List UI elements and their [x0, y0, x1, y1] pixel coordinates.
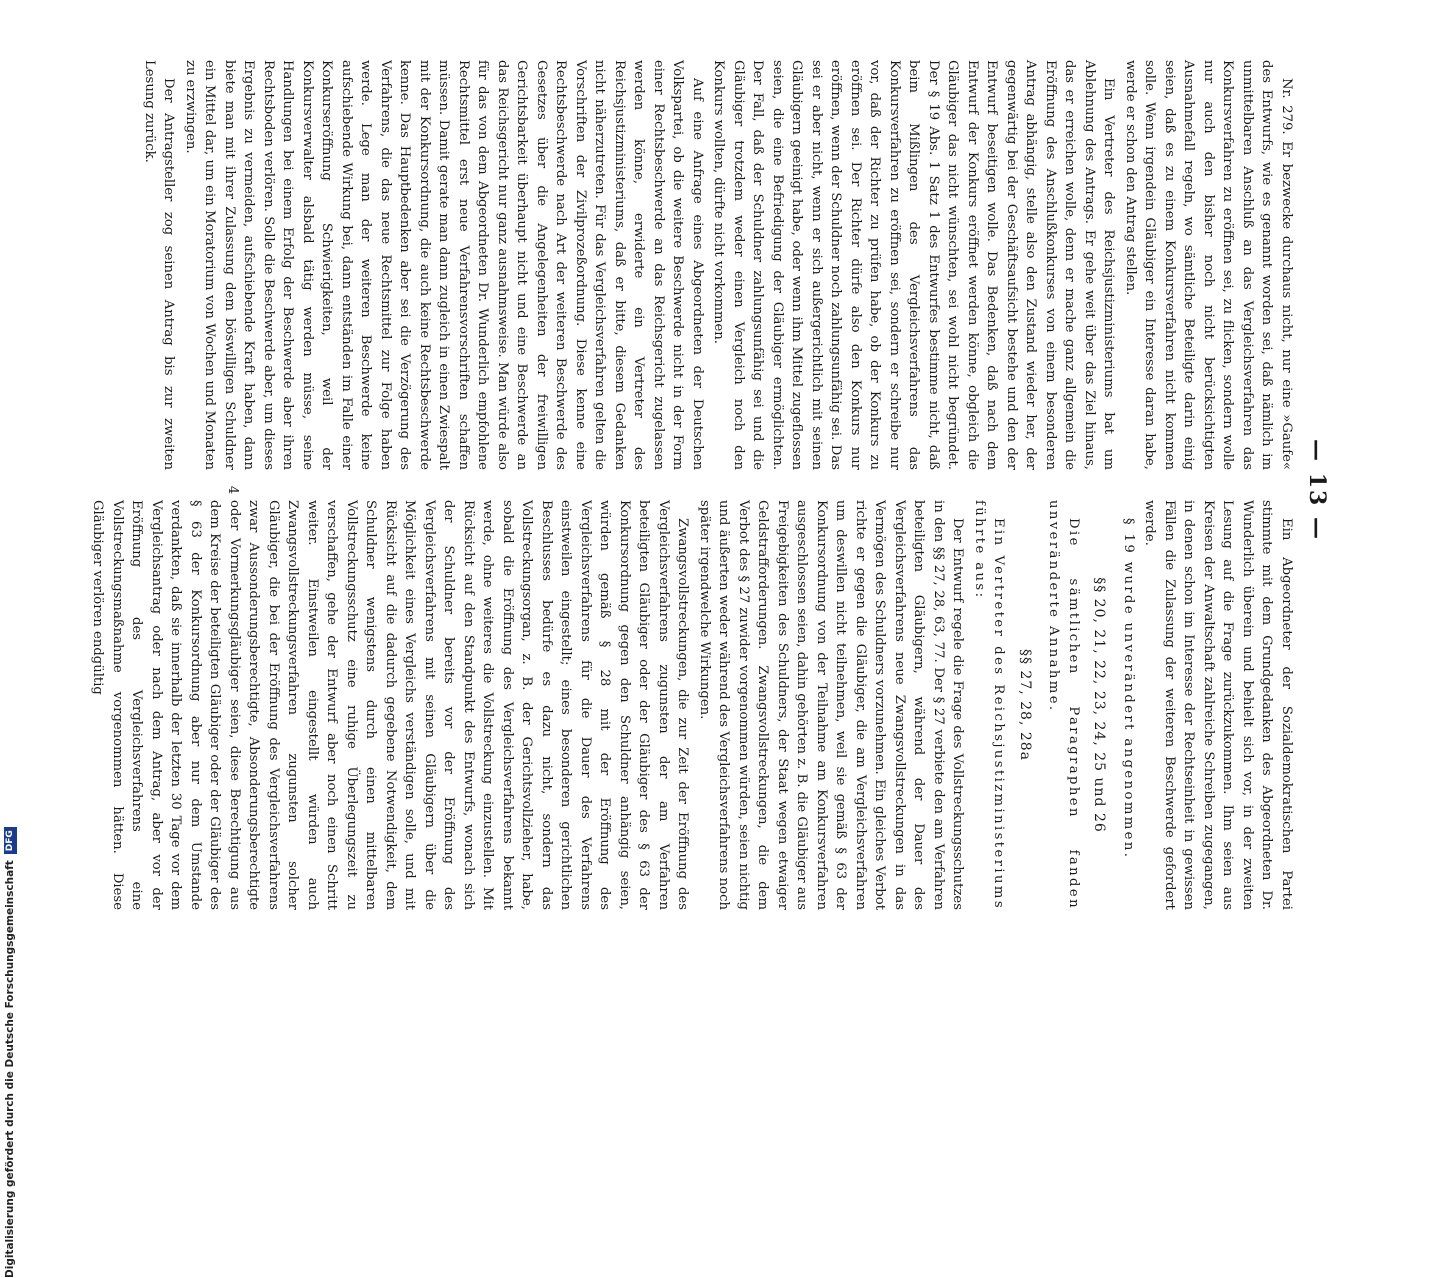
sheet-signature: 4 [225, 485, 240, 495]
section-heading: §§ 20, 21, 22, 23, 24, 25 und 26 [1091, 577, 1108, 833]
right-paragraph: Der Entwurf regele die Frage des Vollstreckungsschutzes in den §§ 27, 28, 63, 77. Der § 27 verbiete den am Verfahren beteiligten Gläubigern, während der Dauer des Vergleichsverfahrens neue Zwangsvollstreckungen in das Vermögen des Schuldners vorzunehmen. Ein gleiches Verbot richte er gegen die Gläubiger, die am Vergleichsverfahren um deswillen nicht teilnehmen, weil sie gemäß § 63 der Konkursordnung von der Teilnahme am Konkursverfahren ausgeschlossen seien, dahin gehörten z. B. die Gläubiger aus Freigebigkeiten des Schuldners, der Staat wegen etwaiger Geldstrafforderungen. Zwangsvollstreckungen, die dem Verbot des § 27 zuwider vorgenommen würden, seien nichtig und äußerten weder während des Vergleichsverfahrens noch später irgendwelche Wirkungen. [697, 500, 966, 910]
resolution-line: Die sämtlichen Paragraphen fanden unveränderte Annahme. [1046, 500, 1081, 910]
right-paragraph: Zwangsvollstreckungen, die zur Zeit der Eröffnung des Vergleichsverfahrens zugunsten der am Verfahren beteiligten Gläubiger oder der Gläubiger des § 63 der Konkursordnung gegen den Schuldner anhängig seien, würden gemäß § 28 mit der Eröffnung des Vergleichsverfahrens für die Dauer des Verfahrens einstweilen eingestellt; eines besonderen gerichtlichen Beschlusses bedürfe es dazu nicht, sondern das Vollstreckungsorgan, z. B. der Gerichtsvollzieher, habe, sobald die Eröffnung des Vergleichsverfahrens bekannt werde, ohne weiteres die Vollstreckung einzustellen. Mit Rücksicht auf den Standpunkt des Entwurfs, wonach sich der Schuldner bereits vor der Eröffnung des Vergleichsverfahrens mit seinen Gläubigern über die Möglichkeit eines Vergleichs verständigen solle, und mit Rücksicht auf die dadurch gegebene Notwendigkeit, dem Schuldner wenigstens durch einen mittelbaren Vollstreckungsschutz eine ruhige Überlegungszeit zu verschaffen, gehe der Entwurf aber noch einen Schritt weiter. Einstweilen eingestellt würden auch Zwangsvollstreckungsverfahren zugunsten solcher Gläubiger, die bei der Eröffnung des Vergleichsverfahrens zwar Aussonderungsberechtigte, Absonderungsberechtigte oder Vormerkungsgläubiger seien, diese Berechtigung aus dem Kreise der beteiligten Gläubiger oder der Gläubiger des § 63 der Konkursordnung aber nur dem Umstande verdankten, daß sie innerhalb der letzten 30 Tage vor dem Vergleichsantrag oder nach dem Antrag, aber vor der Eröffnung des Vergleichsverfahrens eine Vollstreckungsmaßnahme vorgenommen hätten. Diese Gläubiger verlören endgültig [90, 500, 691, 910]
left-column [138, 60, 1297, 470]
credit-text: Digitalisierung gefördert durch die Deutsche Forschungsgemeinschaft [4, 860, 16, 1278]
left-paragraph: Der Antragsteller zog seinen Antrag bis zur zweiten Lesung zurück. [142, 60, 177, 470]
speaker-line: Ein Vertreter des Reichsjustizministeriums führte aus: [972, 500, 1007, 910]
page-number: — 13 — [1304, 439, 1330, 541]
section-heading: §§ 27, 28, 28a [1017, 648, 1033, 762]
digitization-credit [2, 298, 18, 1278]
left-paragraph: Auf eine Anfrage eines Abgeordneten der Deutschen Volkspartei, ob die weitere Beschwerde nicht in der Form einer Rechtsbeschwerde an das Reichsgericht zugelassen werden könne, erwiderte ein Vertreter des Reichsjustizministeriums, daß er bitte, diesem Gedanken nicht näherzutreten. Für das Vergleichsverfahren gelten die Vorschriften der Zivilprozeßordnung. Diese kenne eine Rechtsbeschwerde nach Art der weiteren Beschwerde des Gesetzes über die Angelegenheiten der freiwilligen Gerichtsbarkeit überhaupt nicht und eine Beschwerde an das Reichsgericht nur ganz ausnahmsweise. Man würde also für das von dem Abgeordneten Dr. Wunderlich empfohlene Rechtsmittel erst neue Verfahrensvorschriften schaffen müssen. Damit gerate man dann zugleich in einen Zwiespalt mit der Konkursordnung, die auch keine Rechtsbeschwerde kenne. Das Hauptbedenken aber sei die Verzögerung des Verfahrens, die das neue Rechtsmittel zur Folge haben werde. Lege man der weiteren Beschwerde keine aufschiebende Wirkung bei, dann entständen im Falle einer Konkurseröffnung Schwierigkeiten, weil der Konkursverwalter alsbald tätig werden müsse, seine Handlungen bei einem Erfolg der Beschwerde aber ihren Rechtsboden verlören. Solle die Beschwerde aber, um dieses Ergebnis zu vermeiden, aufschiebende Kraft haben, dann biete man mit ihrer Zulassung dem böswilligen Schuldner ein Mittel dar, um ein Moratorium von Wochen und Monaten zu erzwingen. [183, 60, 705, 470]
resolution-line: § 19 wurde unverändert angenommen. [1121, 518, 1136, 860]
rotated-page-content [90, 60, 1330, 920]
left-paragraph: Ein Vertreter des Reichsjustizministeriums bat um Ablehnung des Antrags. Er gehe weit über das Ziel hinaus, das er erreichen wolle, denn er mache ganz allgemein die Eröffnung des Anschlußkonkurses von einem besonderen Antrag abhängig, stelle also den Zustand wieder her, der gegenwärtig bei der Geschäftsaufsicht bestehe und den der Entwurf beseitigen wolle. Das Bedenken, daß nach dem Entwurf der Konkurs eröffnet werden könne, obgleich die Gläubiger das nicht wünschten, sei wohl nicht begründet. Der § 19 Abs. 1 Satz 1 des Entwurfes bestimme nicht, daß beim Mißlingen des Vergleichsverfahrens das Konkursverfahren zu eröffnen sei, sondern er schreibe nur vor, daß der Richter zu prüfen habe, ob der Konkurs zu eröffnen sei. Der Richter dürfe also den Konkurs nur eröffnen, wenn der Schuldner noch zahlungsunfähig sei. Das sei er aber nicht, wenn er sich außergerichtlich mit seinen Gläubigern geeinigt habe, oder wenn ihm Mittel zugeflossen seien, die eine Befriedigung der Gläubiger ermöglichten. Der Fall, daß der Schuldner zahlungsunfähig sei und die Gläubiger trotzdem weder einen Vergleich noch den Konkurs wollten, dürfte nicht vorkommen. [711, 60, 1117, 470]
right-column [86, 500, 1296, 910]
dfg-logo: DFG [4, 827, 17, 854]
right-paragraph: Ein Abgeordneter der Sozialdemokratischen Partei stimmte mit dem Grundgedanken des Abgeordneten Dr. Wunderlich überein und behielt sich vor, in der zweiten Lesung auf die Frage zurückzukommen. Ihm seien aus Kreisen der Anwaltschaft zahlreiche Schreiben zugegangen, in denen schon im Interesse der Rechtseinheit in gewissen Fällen die Zulassung der weiteren Beschwerde gefordert werde. [1142, 500, 1294, 910]
left-paragraph: Nr. 279. Er bezwecke durchaus nicht, nur eine »Gaufe« des Entwurfs, wie es genannt worden sei, daß nämlich im unmittelbaren Anschluß an das Vergleichsverfahren das Konkursverfahren zu eröffnen sei, zu flicken, sondern wolle nur auch den bisher noch nicht berücksichtigten Ausnahmefall regeln, wo sämtliche Beteiligte darin einig seien, daß es zu einem Konkursverfahren nicht kommen solle. Wenn irgendein Gläubiger ein Interesse daran habe, werde er schon den Antrag stellen. [1123, 60, 1294, 470]
